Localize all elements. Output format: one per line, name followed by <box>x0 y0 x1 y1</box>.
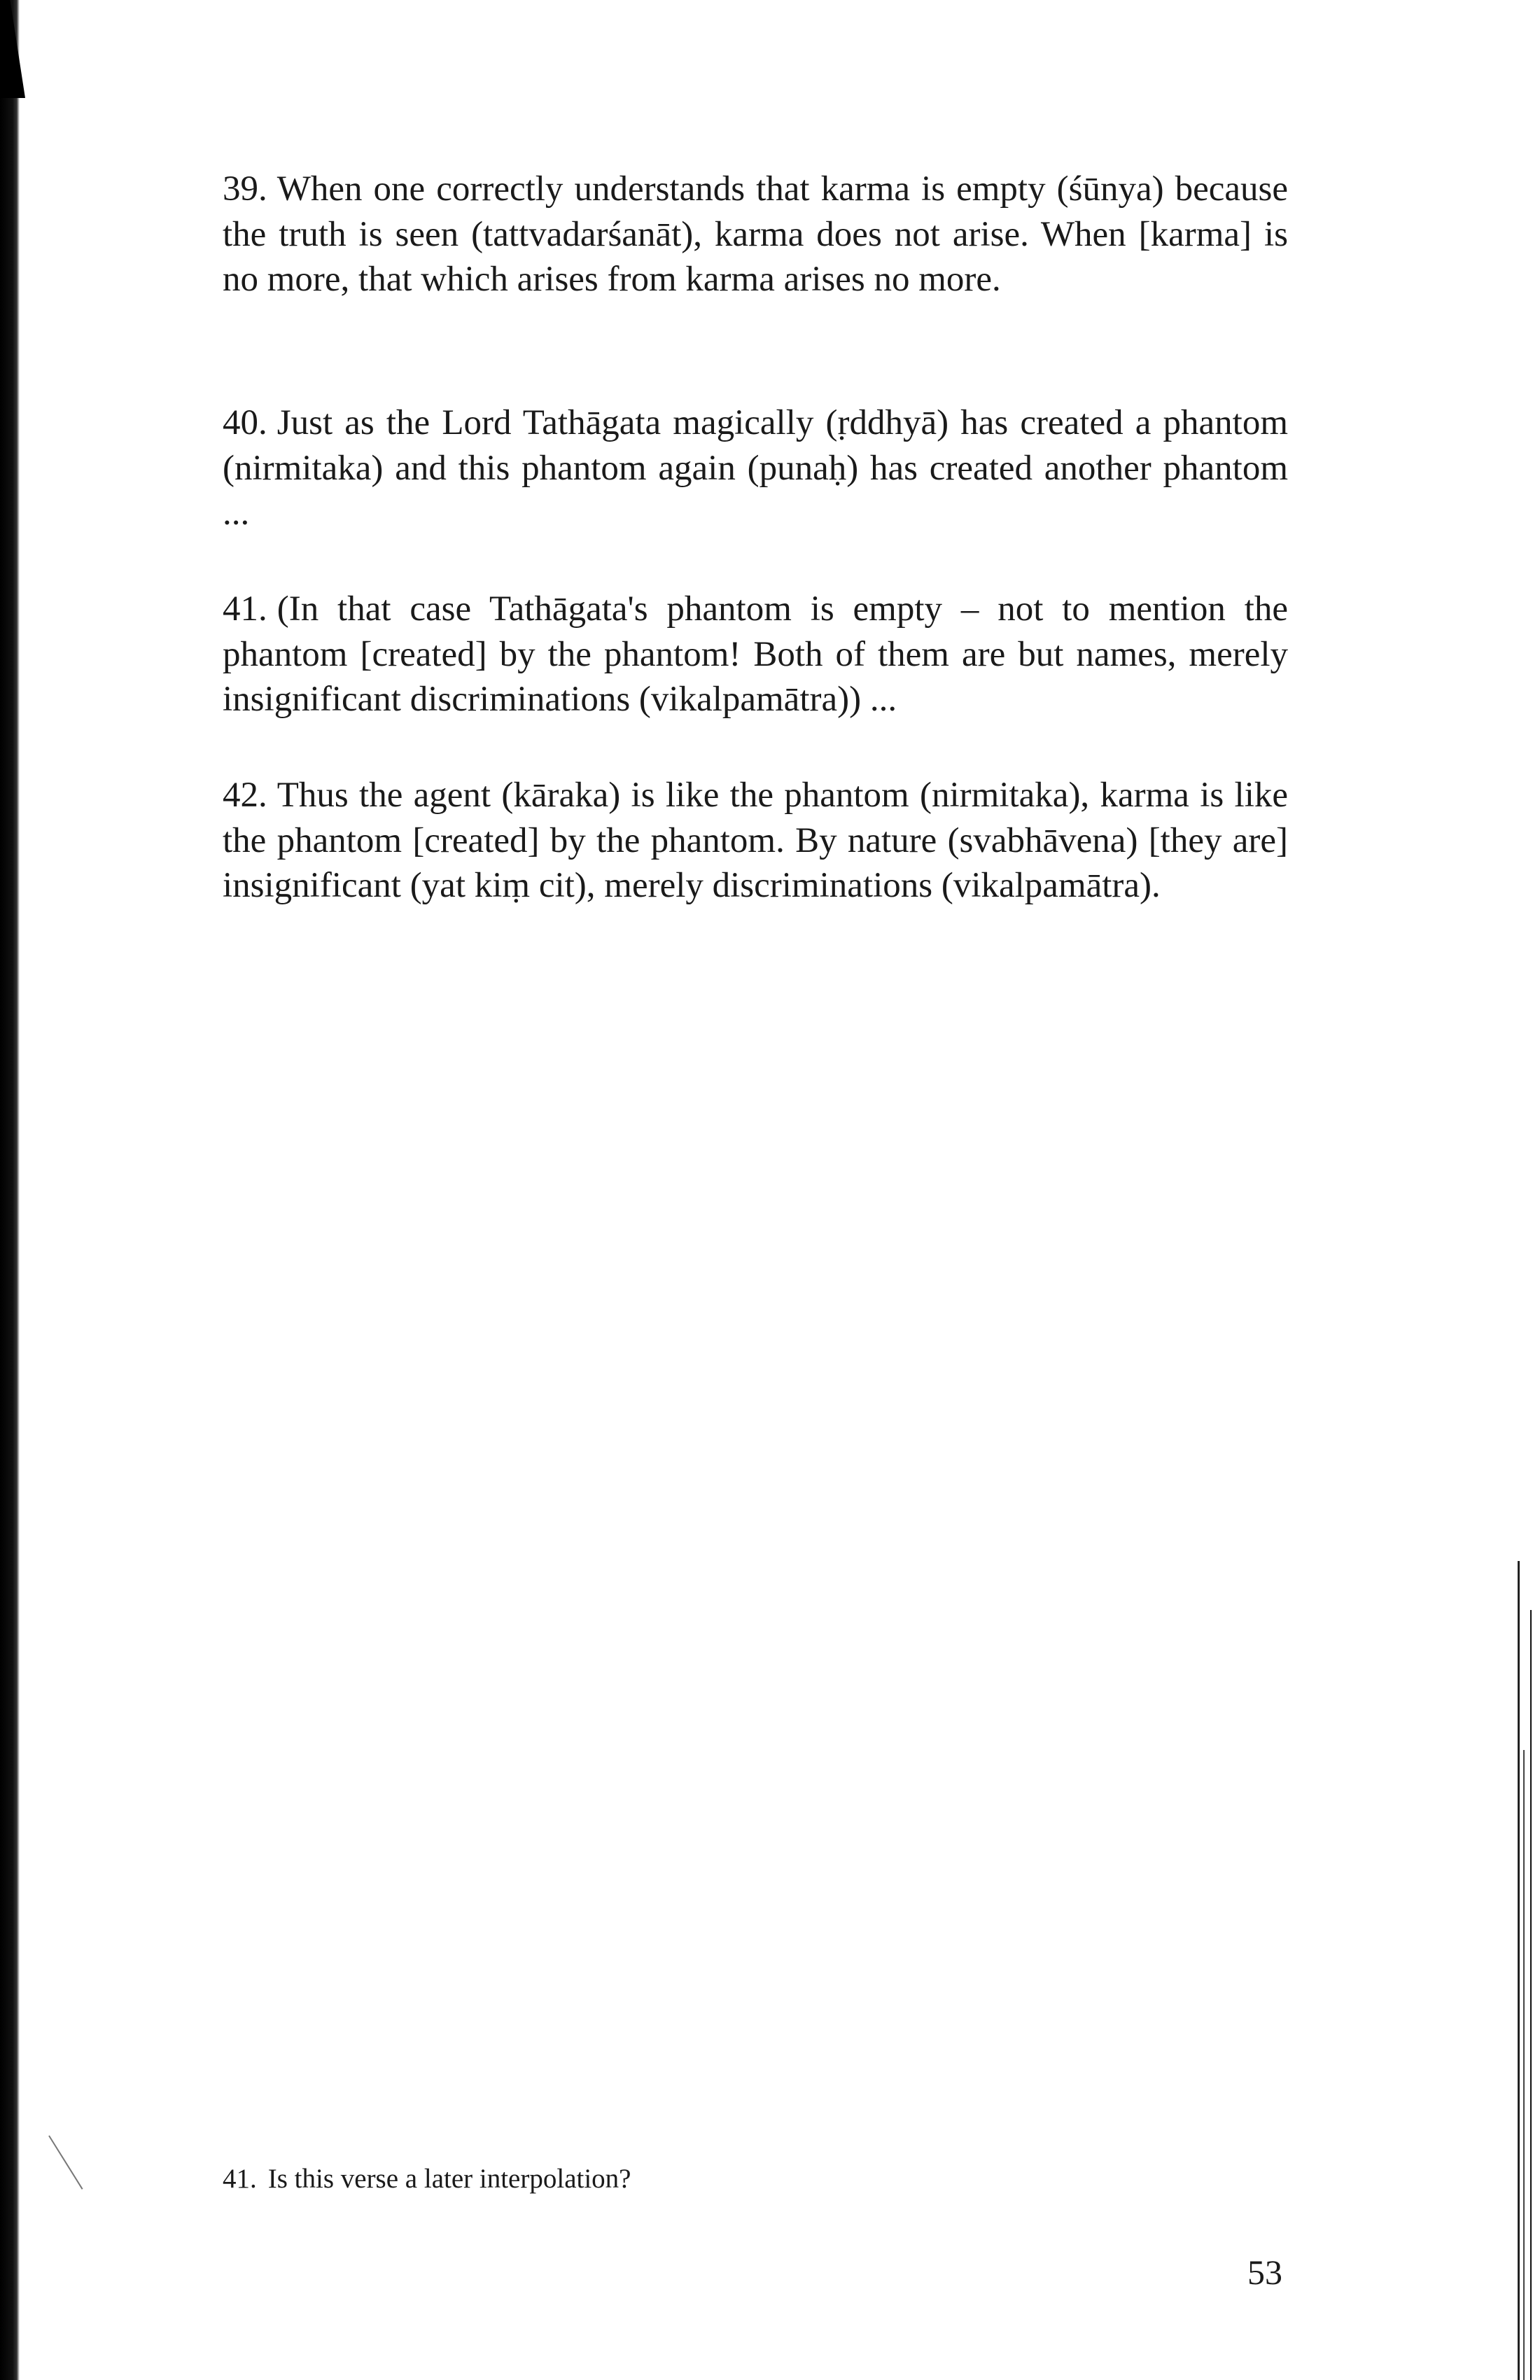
verse-41 <box>223 587 1288 722</box>
verse-text: (In that case Tathāgata's phantom is empty – not to mention the phantom [created] by the phantom! Both of them are but names, merely insignificant discriminations (vikalpamātra)) ... <box>223 589 1288 719</box>
verse-number: 40. <box>223 403 267 442</box>
verse-40 <box>223 400 1288 536</box>
verse-39 <box>223 167 1288 302</box>
verse-number: 42. <box>223 776 267 815</box>
binding-shadow <box>0 0 20 2380</box>
verse-text: When one correctly understands that karma is empty (śūnya) because the truth is seen (tattvadarśanāt), karma does not arise. When [karma] is no more, that which arises from karma arises no more. <box>223 169 1288 299</box>
verse-text: Thus the agent (kāraka) is like the phantom (nirmitaka), karma is like the phantom [created] by the phantom. By nature (svabhāvena) [they are] insignificant (yat kiṃ cit), merely discriminations (vikalpamātra). <box>223 776 1288 905</box>
verse-number: 41. <box>223 589 267 629</box>
footnote <box>223 2162 631 2197</box>
scan-line <box>1530 1610 1532 2380</box>
verse-42 <box>223 773 1288 909</box>
stray-mark <box>48 2135 83 2189</box>
footnote-number: 41. <box>223 2164 257 2194</box>
footnote-text: Is this verse a later interpolation? <box>267 2164 631 2194</box>
scan-line <box>1518 1561 1520 2380</box>
verse-text: Just as the Lord Tathāgata magically (ṛddhyā) has created a phantom (nirmitaka) and this phantom again (punaḥ) has created another phantom ... <box>223 403 1288 533</box>
verse-number: 39. <box>223 169 267 209</box>
page-number: 53 <box>1247 2253 1282 2292</box>
scan-line <box>1523 1750 1525 2380</box>
